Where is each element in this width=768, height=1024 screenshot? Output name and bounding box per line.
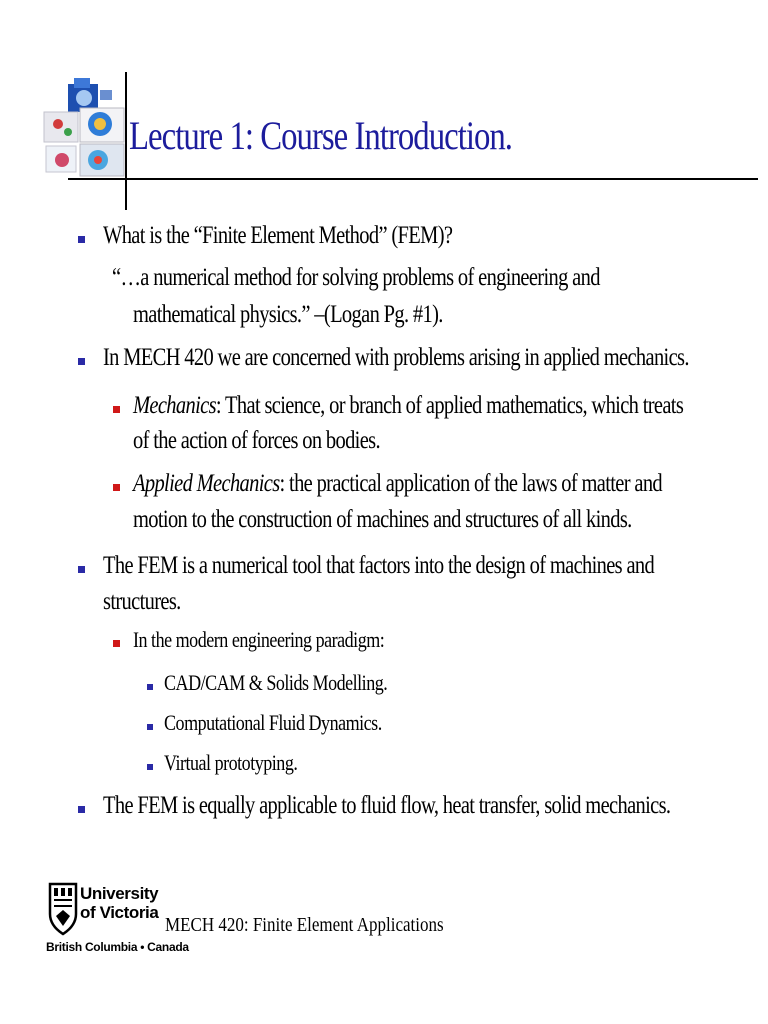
list-item	[133, 470, 662, 498]
list-item	[133, 392, 683, 420]
slide-title: Lecture 1: Course Introduction.	[129, 113, 513, 158]
university-name	[80, 884, 160, 922]
definition: : the practical application of the laws of matter and	[279, 470, 663, 497]
list-item: The FEM is equally applicable to fluid flow, heat transfer, solid mechanics.	[103, 792, 671, 819]
quote-line: “…a numerical method for solving problems of engineering and	[112, 264, 600, 291]
list-item: Virtual prototyping.	[164, 750, 298, 775]
list-item: CAD/CAM & Solids Modelling.	[164, 670, 388, 695]
bullet-square-icon	[78, 358, 85, 365]
list-item-continuation: of the action of forces on bodies.	[133, 427, 380, 454]
quote-line: mathematical physics.” –(Logan Pg. #1).	[133, 301, 443, 328]
university-name-line: of Victoria	[80, 903, 159, 922]
title-vertical-rule	[125, 72, 127, 210]
university-region: British Columbia • Canada	[46, 940, 189, 954]
list-item-continuation: motion to the construction of machines and structures of all kinds.	[133, 506, 632, 533]
sub-bullet-square-icon	[113, 406, 120, 413]
university-name-line: University	[80, 884, 159, 903]
bullet-square-icon	[78, 566, 85, 573]
term: Mechanics	[133, 392, 216, 419]
sub-sub-bullet-square-icon	[147, 764, 153, 770]
sub-sub-bullet-square-icon	[147, 684, 153, 690]
course-footer: MECH 420: Finite Element Applications	[165, 914, 444, 936]
list-item: In the modern engineering paradigm:	[133, 627, 385, 652]
definition: : That science, or branch of applied mathematics, which treats	[215, 392, 684, 419]
bullet-square-icon	[78, 806, 85, 813]
sub-sub-bullet-square-icon	[147, 724, 153, 730]
list-item: The FEM is a numerical tool that factors into the design of machines and	[103, 552, 655, 579]
list-item: In MECH 420 we are concerned with problems arising in applied mechanics.	[103, 344, 689, 371]
term: Applied Mechanics	[133, 470, 280, 497]
engineering-collage-image	[40, 72, 130, 182]
list-item-continuation: structures.	[103, 588, 181, 615]
title-horizontal-rule	[68, 178, 758, 180]
list-item: What is the “Finite Element Method” (FEM)?	[103, 222, 453, 249]
list-item: Computational Fluid Dynamics.	[164, 710, 382, 735]
sub-bullet-square-icon	[113, 484, 120, 491]
sub-bullet-square-icon	[113, 640, 120, 647]
bullet-square-icon	[78, 236, 85, 243]
